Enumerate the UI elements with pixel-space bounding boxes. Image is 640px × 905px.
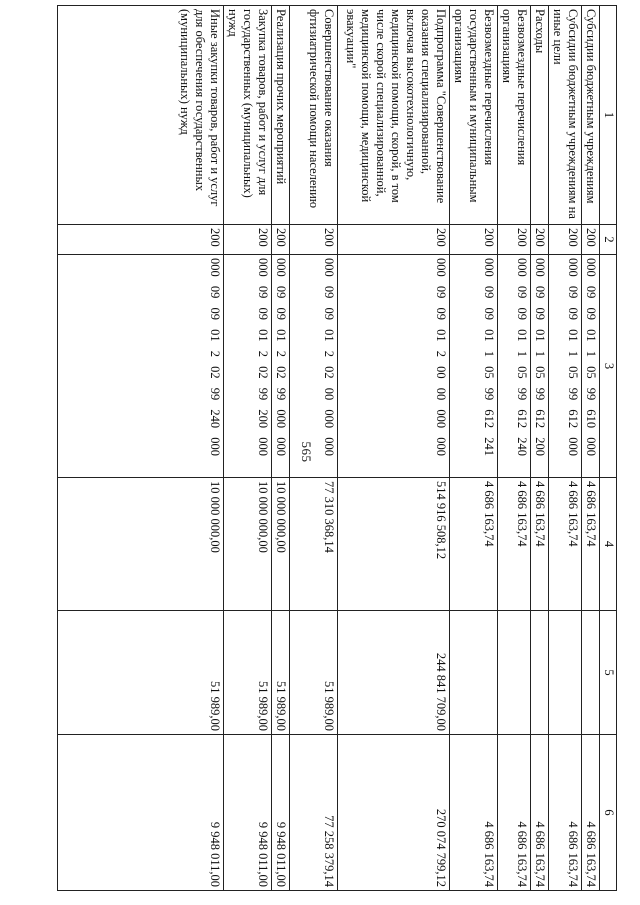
header-col-2: 2 <box>600 225 617 255</box>
row-col6: 4 686 163,74 <box>498 735 531 891</box>
row-col5: 244 841 709,00 <box>338 611 450 735</box>
row-col2: 200 <box>450 225 498 255</box>
row-code: 000 09 09 01 2 02 99 000 000 <box>272 255 290 478</box>
page-number: 565 <box>299 441 314 463</box>
row-col5 <box>531 611 549 735</box>
row-col6: 9 948 011,00 <box>224 735 272 891</box>
row-col4: 77 310 368,14 <box>290 478 338 611</box>
row-col6: 4 686 163,74 <box>549 735 582 891</box>
row-name: Реализация прочих мероприятий <box>272 6 290 225</box>
row-col4: 4 686 163,74 <box>450 478 498 611</box>
row-col2: 200 <box>338 225 450 255</box>
table-row <box>58 6 224 891</box>
row-code: 000 09 09 01 2 02 99 200 000 <box>224 255 272 478</box>
row-col5: 51 989,00 <box>272 611 290 735</box>
row-col4: 10 000 000,00 <box>272 478 290 611</box>
row-col6: 4 686 163,74 <box>450 735 498 891</box>
row-col5: 51 989,00 <box>224 611 272 735</box>
row-col6: 270 074 799,12 <box>338 735 450 891</box>
row-col5 <box>450 611 498 735</box>
row-name: Субсидии бюджетным учреждениям <box>582 6 600 225</box>
row-col2: 200 <box>549 225 582 255</box>
row-col4: 10 000 000,00 <box>58 478 224 611</box>
table-row <box>531 6 549 891</box>
row-col5: 51 989,00 <box>58 611 224 735</box>
table-row <box>549 6 582 891</box>
row-name: Подпрограмма "Совершенствование оказания специализированной, включая высокотехнологичную, медицинской помощи, скорой, в том числе скорой специализированной, медицинской помощи, медицинской эвакуации" <box>338 6 450 225</box>
table-row <box>450 6 498 891</box>
row-col2: 200 <box>58 225 224 255</box>
row-name: Закупка товаров, работ и услуг для государственных (муниципальных) нужд <box>224 6 272 225</box>
row-col2: 200 <box>272 225 290 255</box>
table-header-row <box>600 6 617 891</box>
row-name: Безвозмездные перечисления организациям <box>498 6 531 225</box>
row-col6: 9 948 011,00 <box>58 735 224 891</box>
table-row <box>290 6 338 891</box>
row-col4: 4 686 163,74 <box>549 478 582 611</box>
row-col2: 200 <box>290 225 338 255</box>
table-row <box>272 6 290 891</box>
row-col2: 200 <box>498 225 531 255</box>
row-code: 000 09 09 01 1 05 99 612 000 <box>549 255 582 478</box>
row-col5: 51 989,00 <box>290 611 338 735</box>
row-code: 000 09 09 01 1 05 99 612 200 <box>531 255 549 478</box>
row-col5 <box>498 611 531 735</box>
row-name: Расходы <box>531 6 549 225</box>
row-col5 <box>549 611 582 735</box>
header-col-6: 6 <box>600 735 617 891</box>
row-col4: 4 686 163,74 <box>582 478 600 611</box>
rotated-table-wrapper <box>57 5 617 890</box>
row-name: Безвозмездные перечисления государственным и муниципальным организациям <box>450 6 498 225</box>
row-code: 000 09 09 01 1 05 99 610 000 <box>582 255 600 478</box>
row-col5 <box>582 611 600 735</box>
row-col6: 9 948 011,00 <box>272 735 290 891</box>
table-row <box>582 6 600 891</box>
row-col6: 4 686 163,74 <box>582 735 600 891</box>
header-col-4: 4 <box>600 478 617 611</box>
header-col-3: 3 <box>600 255 617 478</box>
row-code: 000 09 09 01 1 05 99 612 240 <box>498 255 531 478</box>
table-row <box>338 6 450 891</box>
row-col6: 77 258 379,14 <box>290 735 338 891</box>
row-col4: 10 000 000,00 <box>224 478 272 611</box>
row-code: 000 09 09 01 1 05 99 612 241 <box>450 255 498 478</box>
row-col4: 514 916 508,12 <box>338 478 450 611</box>
header-col-1: 1 <box>600 6 617 225</box>
header-col-5: 5 <box>600 611 617 735</box>
row-name: Совершенствование оказания фтизиатрической помощи населению <box>290 6 338 225</box>
row-col4: 4 686 163,74 <box>531 478 549 611</box>
row-col2: 200 <box>582 225 600 255</box>
row-col4: 4 686 163,74 <box>498 478 531 611</box>
row-col6: 4 686 163,74 <box>531 735 549 891</box>
row-col2: 200 <box>224 225 272 255</box>
table-row <box>224 6 272 891</box>
row-code: 000 09 09 01 2 00 00 000 000 <box>338 255 450 478</box>
budget-table <box>57 5 617 891</box>
row-code: 000 09 09 01 2 02 99 240 000 <box>58 255 224 478</box>
row-name: Иные закупки товаров, работ и услуг для обеспечения государственных (муниципальных) нужд <box>58 6 224 225</box>
table-row <box>498 6 531 891</box>
document-sheet <box>57 5 617 890</box>
row-name: Субсидии бюджетным учреждениям на иные цели <box>549 6 582 225</box>
row-col2: 200 <box>531 225 549 255</box>
row-code: 000 09 09 01 2 02 00 000 000 <box>290 255 338 478</box>
